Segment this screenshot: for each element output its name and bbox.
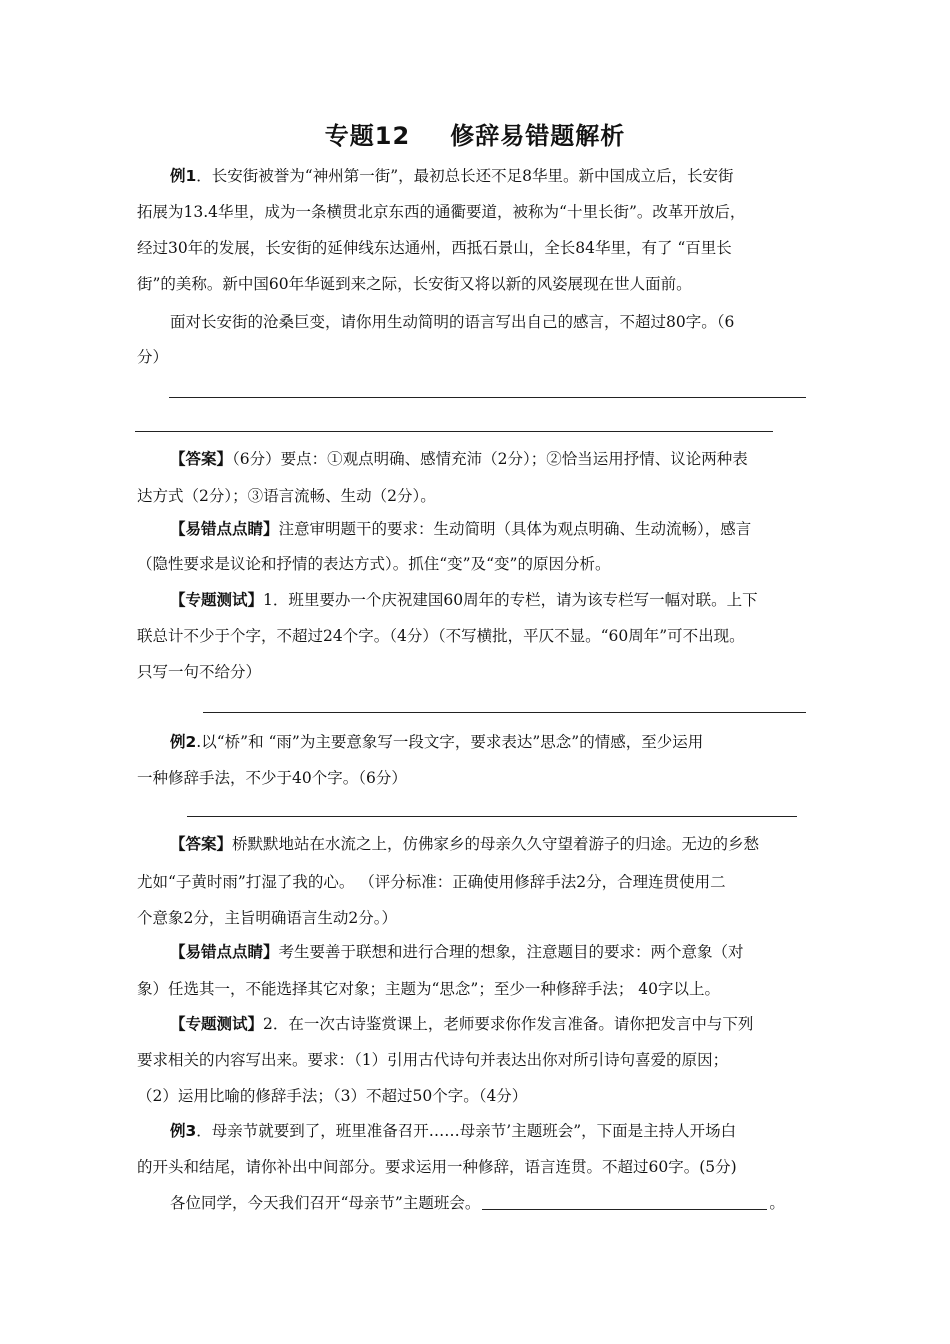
example2-line2: 一种修辞手法，不少于40个字。（6分） — [137, 769, 407, 787]
answer-blank-line[interactable] — [203, 712, 806, 713]
tip2-line1: 【易错点点睛】考生要善于联想和进行合理的想象，注意题目的要求：两个意象（对 — [170, 943, 744, 961]
example3-line1: 例3．母亲节就要到了，班里准备召开……母亲节’主题班会”，下面是主持人开场白 — [170, 1122, 737, 1140]
example1-line3: 经过30年的发展，长安街的延伸线东达通州，西抵石景山，全长84华里，有了 “百里长 — [137, 239, 732, 257]
test2-label: 【专题测试】 — [170, 1015, 264, 1033]
example1-line1: 例1．长安街被誉为“神州第一街”，最初总长还不足8华里。新中国成立后，长安街 — [170, 167, 734, 185]
tip2-line2: 象）任选其一，不能选择其它对象；主题为“思念”；至少一种修辞手法； 40字以上。 — [137, 980, 721, 998]
answer-blank-line[interactable] — [169, 397, 806, 398]
example1-line2: 拓展为13.4华里，成为一条横贯北京东西的通衢要道，被称为“十里长街”。改革开放后， — [137, 203, 746, 221]
tip2-label: 【易错点点睛】 — [170, 943, 279, 961]
example1-line4: 街”的美称。新中国60年华诞到来之际，长安街又将以新的风姿展现在世人面前。 — [137, 275, 692, 293]
title-number: 专题12 — [324, 122, 411, 150]
answer1-line1: 【答案】（6分）要点：①观点明确、感情充沛（2分）；②恰当运用抒情、议论两种表 — [170, 450, 748, 468]
title-text: 修辞易错题解析 — [450, 122, 626, 150]
example1-question-line1: 面对长安街的沧桑巨变，请你用生动简明的语言写出自己的感言，不超过80字。（6 — [170, 313, 735, 331]
test2-line2: 要求相关的内容写出来。要求：（1）引用古代诗句并表达出你对所引诗句喜爱的原因； — [137, 1051, 729, 1069]
test2-line1: 【专题测试】2．在一次古诗鉴赏课上，老师要求你作发言准备。请你把发言中与下列 — [170, 1015, 754, 1033]
answer2-line2: 尤如“子黄时雨”打湿了我的心。 （评分标准：正确使用修辞手法2分，合理连贯使用二 — [137, 873, 726, 891]
example3-label: 例3 — [170, 1122, 197, 1140]
test1-line1: 【专题测试】1．班里要办一个庆祝建国60周年的专栏，请为该专栏写一幅对联。上下 — [170, 591, 758, 609]
example1-label: 例1 — [170, 167, 197, 185]
test2-line3: （2）运用比喻的修辞手法；（3）不超过50个字。（4分） — [137, 1087, 528, 1105]
answer-blank-line[interactable] — [187, 816, 797, 817]
answer2-label: 【答案】 — [170, 835, 233, 853]
answer1-line2: 达方式（2分）；③语言流畅、生动（2分）。 — [137, 487, 436, 505]
answer-blank-line[interactable] — [135, 431, 773, 432]
example2-line1: 例2.以“桥”和 “雨”为主要意象写一段文字，要求表达”思念”的情感，至少运用 — [170, 733, 704, 751]
tip1-line1: 【易错点点睛】注意审明题干的要求：生动简明（具体为观点明确、生动流畅），感言 — [170, 520, 752, 538]
tip1-line2: （隐性要求是议论和抒情的表达方式）。抓住“变”及“变”的原因分析。 — [137, 555, 611, 573]
test1-label: 【专题测试】 — [170, 591, 264, 609]
example2-label: 例2 — [170, 733, 197, 751]
answer2-line1: 【答案】桥默默地站在水流之上，仿佛家乡的母亲久久守望着游子的归途。无边的乡愁 — [170, 835, 760, 853]
test1-line3: 只写一句不给分） — [137, 663, 262, 681]
example3-line2: 的开头和结尾，请你补出中间部分。要求运用一种修辞，语言连贯。不超过60字。(5分) — [137, 1158, 737, 1176]
fill-in-blank[interactable] — [482, 1195, 767, 1210]
answer2-line3: 个意象2分，主旨明确语言生动2分。） — [137, 909, 397, 927]
tip1-label: 【易错点点睛】 — [170, 520, 279, 538]
test1-line2: 联总计不少于个字，不超过24个字。（4分）（不写横批，平仄不显。“60周年”可不出现。 — [137, 627, 745, 645]
example1-question-line2: 分） — [137, 348, 169, 366]
page-title — [0, 116, 950, 151]
example3-line3: 各位同学，今天我们召开“母亲节”主题班会。 。 — [170, 1194, 785, 1212]
answer1-label: 【答案】 — [170, 450, 233, 468]
